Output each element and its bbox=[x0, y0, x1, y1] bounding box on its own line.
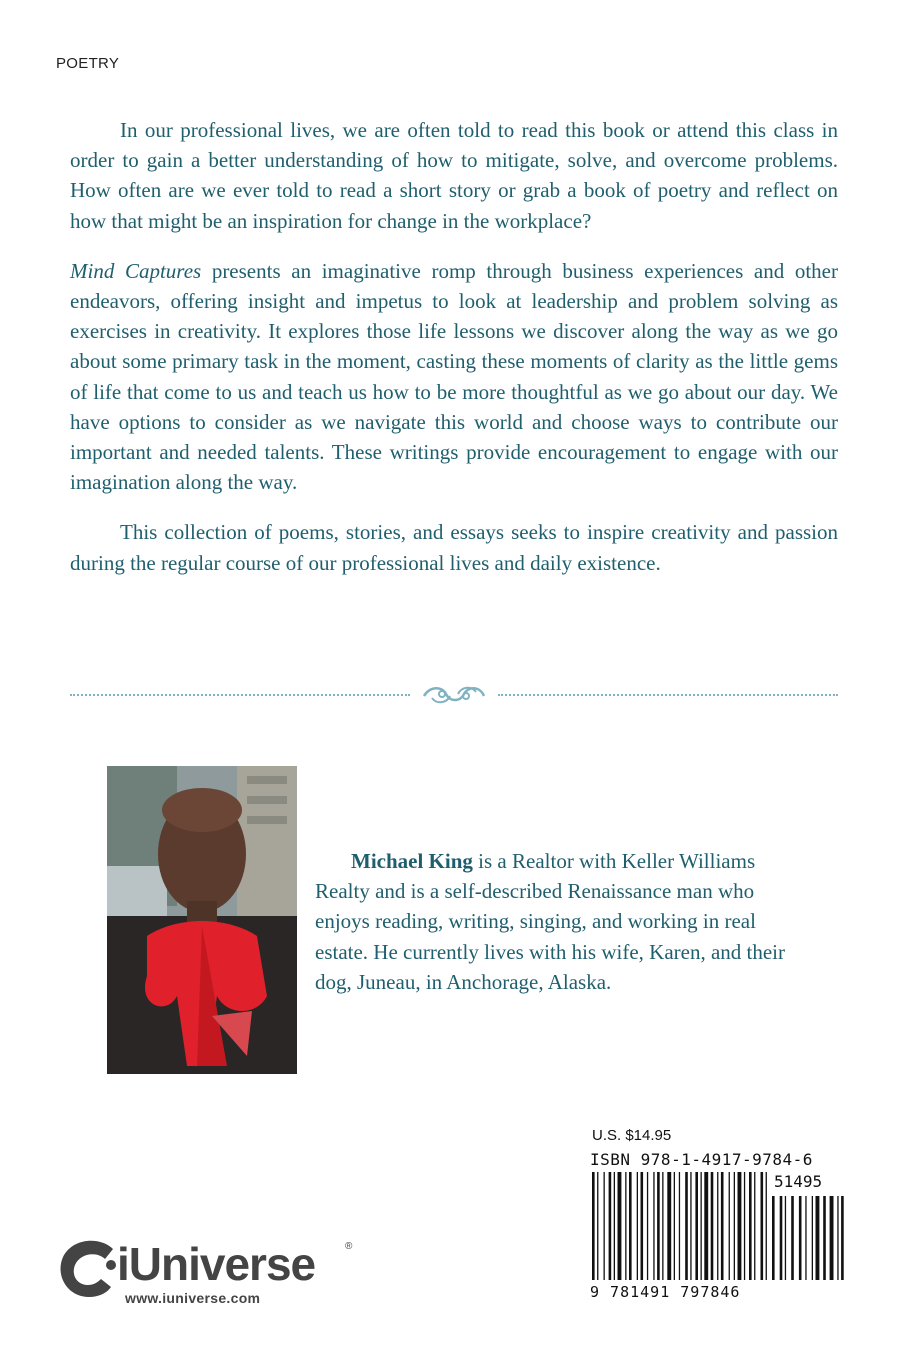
author-bio-text: is a Realtor with Keller Williams Realty and is a self-described Renaissance man who enjoys reading, writing, singing, and working in real estate. He currently lives with his wife, Karen, and their dog, Juneau, in Anchorage, Alaska. bbox=[315, 849, 786, 994]
price-supplement-code: 51495 bbox=[770, 1172, 826, 1191]
blurb-paragraph-2-text: presents an imaginative romp through business experiences and other endeavors, offering insight and impetus to look at leadership and problem solving as exercises in creativity. It explores those life lessons we discover along the way as we go about some primary task in the moment, casting these moments of clarity as the little gems of life that come to us and teach us how to be more thoughtful as we go about our day. We have options to consider as we navigate this world and choose ways to contribute our important and needed talents. These writings provide encouragement to engage with our imagination along the way. bbox=[70, 258, 838, 495]
swirl-ornament-icon bbox=[420, 682, 488, 708]
dotted-rule-left bbox=[70, 694, 410, 696]
blurb-paragraph-1: In our professional lives, we are often told to read this book or attend this class in order to gain a better understanding of how to mitigate, solve, and overcome problems. How often are we ever told to read a short story or grab a book of poetry and reflect on how that might be an inspiration for change in the workplace? bbox=[70, 118, 838, 233]
author-bio-paragraph bbox=[315, 846, 805, 997]
blurb-paragraph-2 bbox=[70, 256, 838, 498]
publisher-url: www.iuniverse.com bbox=[125, 1290, 261, 1306]
author-bio bbox=[315, 846, 805, 997]
publisher-logo bbox=[55, 1235, 365, 1310]
ornamental-divider bbox=[70, 682, 838, 708]
barcode-digits: 9 781491 797846 bbox=[590, 1283, 741, 1301]
category-label: POETRY bbox=[56, 55, 120, 72]
publisher-name: iUniverse bbox=[117, 1238, 316, 1290]
author-name: Michael King bbox=[351, 849, 473, 873]
cover-blurb bbox=[70, 115, 838, 598]
isbn-number: ISBN 978-1-4917-9784-6 bbox=[590, 1150, 813, 1169]
registered-mark: ® bbox=[345, 1241, 353, 1252]
author-photo bbox=[107, 766, 297, 1074]
book-title: Mind Captures bbox=[70, 258, 202, 283]
dotted-rule-right bbox=[498, 694, 838, 696]
iuniverse-swoosh-icon bbox=[55, 1235, 121, 1301]
blurb-paragraph-3: This collection of poems, stories, and essays seeks to inspire creativity and passion during the regular course of our professional lives and daily existence. bbox=[70, 520, 838, 575]
price: U.S. $14.95 bbox=[592, 1127, 672, 1144]
